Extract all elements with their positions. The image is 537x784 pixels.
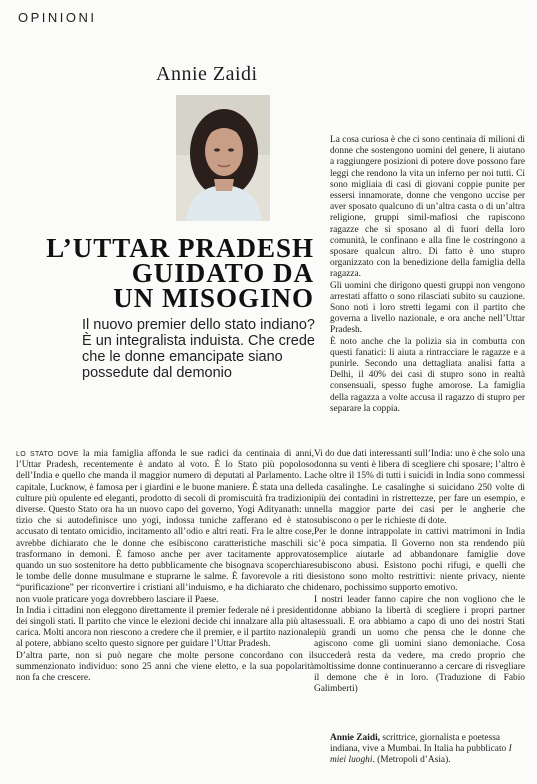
bio-name: Annie Zaidi, — [330, 733, 381, 743]
left-column — [16, 449, 314, 684]
author-name: Annie Zaidi — [156, 63, 258, 85]
headline-line: UN MISOGINO — [113, 283, 314, 313]
headline-line: L’UTTAR PRADESH — [46, 233, 314, 263]
author-bio — [330, 733, 520, 767]
subtitle: Il nuovo premier dello stato indiano? È un integralista induista. Che crede che le donne emancipate siano possedute dal demonio — [82, 317, 315, 381]
paragraph: Per le donne intrappolate in cattivi matrimoni in India c’è poca simpatia. Il Governo non sta rendendo più semplice aiutarle ad abbandonare famiglie dove subiscono abusi. Esistono pochi rifugi, e quelli che esistono sono molto restrittivi: niente privacy, niente denaro, pochissimo supporto emotivo. — [314, 527, 525, 594]
author-photo — [176, 95, 270, 221]
paragraph-text: la mia famiglia affonda le sue radici da centinaia di anni, l’Uttar Pradesh, recentemente è andato al voto. È lo Stato più popoloso dell’India e quello che manda il maggior numero di deputati al Parlamento. La capitale, Lucknow, è famosa per i giardini e le buone maniere. È stata una delle culture più opulente ed eleganti, prodotto di secoli di promiscuità fra tradizioni diverse. Questo Stato ora ha un nuovo capo del governo, Yogi Adityanath: un tizio che si autodefinisce uno yogi, indossa tuniche zafferano ed è stato accusato di tentato omicidio, incitamento all’odio e altri reati. Fra le altre cose, avrebbe dichiarato che le donne che esibiscono caratteristiche maschili si trasformano in demoni. È famoso anche per aver tacitamente approvato quando un suo sostenitore ha detto pubblicamente che bisognava scoperchiare le tombe delle donne musulmane e stuprarne le salme. È favorevole a riti di “purificazione” per riconvertire i cristiani all’induismo, e ha dichiarato che chi non vuole praticare yoga dovrebbero lasciare il Paese. — [16, 449, 314, 605]
middle-column — [314, 449, 525, 695]
paragraph: In India i cittadini non eleggono direttamente il premier federale né i presidenti dei singoli stati. Il partito che vince le elezioni decide chi innalzare alla più alta carica. Molti ancora non riescono a credere che il premier, e il partito nazionale al potere, abbiano scelto questo signore per guidare l’Uttar Pradesh. — [16, 605, 314, 650]
headline-line: GUIDATO DA — [131, 258, 314, 288]
bio-book-title: I miei luoghi — [330, 744, 512, 766]
bio-tail: . (Metropoli d’Asia). — [372, 755, 451, 766]
paragraph: Gli uomini che dirigono questi gruppi non vengono arrestati affatto o sono rilasciati subito su cauzione. Sono noti i loro stretti legami con il partito che governa a livello nazionale, e ora anche nell’Uttar Pradesh. — [330, 280, 525, 336]
paragraph: I nostri leader fanno capire che non vogliono che le donne abbiano la libertà di scegliere i propri partner sessuali. E ora abbiamo a capo di uno dei nostri Stati più grandi un uomo che pensa che le donne che agiscono come gli uomini siano demoniache. Cosa succederà resta da vedere, ma credo proprio che moltissime donne continueranno a cercare di risvegliare il demone che è in loro. (Traduzione di Fabio Galimberti) — [314, 594, 525, 695]
paragraph: D’altra parte, non si può negare che molte persone concordano con il summenzionato individuo: sono 25 anni che viene eletto, e la sua popolarità non fa che crescere. — [16, 650, 314, 684]
headline — [14, 233, 314, 313]
section-label: OPINIONI — [18, 10, 97, 25]
right-column — [330, 135, 525, 415]
lead-in: LO STATO DOVE — [16, 451, 79, 458]
paragraph: La cosa curiosa è che ci sono centinaia di milioni di donne che sostengono uomini del genere, li aiutano a raggiungere posizioni di potere dove possono fare leggi che rendono la vita un inferno per noi tutti. Ci sono migliaia di casi di giovani coppie punite per essersi innamorate, donne che vengono uccise per aver sposato qualcuno di un’altra casta o di un’altra religione, gruppi simil-mafiosi che rapiscono ragazze che si sposano al di fuori della loro comunità, le confinano e alla fine le costringono a sposare qualcun altro. Di fatto è uno stupro organizzato con la benedizione della famiglia della ragazza. — [330, 135, 525, 280]
paragraph — [16, 449, 314, 606]
bio-text: scrittrice, giornalista e poetessa indiana, vive a Mumbai. In Italia ha pubblicato — [330, 733, 509, 755]
paragraph: È noto anche che la polizia sia in combutta con questi fanatici: li aiuta a rintracciare le ragazze e a punirle. Secondo una dettagliata analisi fatta a Delhi, il 40% dei casi di stupro sono in realtà consensuali, spesso fughe amorose. La famiglia della ragazza a volte accusa il ragazzo di stupro per separare la coppia. — [330, 336, 525, 414]
paragraph: Vi do due dati interessanti sull’India: uno è che solo una donna su venti è libera di scegliere chi sposare; l’altro è che oltre il 15% di tutti i suicidi in India sono commessi da casalinghe. Le casalinghe si suicidano 250 volte di più dei contadini in ristrettezze, per fare un esempio, e nella maggior parte dei casi per le angherie che subiscono o per le richieste di dote. — [314, 449, 525, 527]
